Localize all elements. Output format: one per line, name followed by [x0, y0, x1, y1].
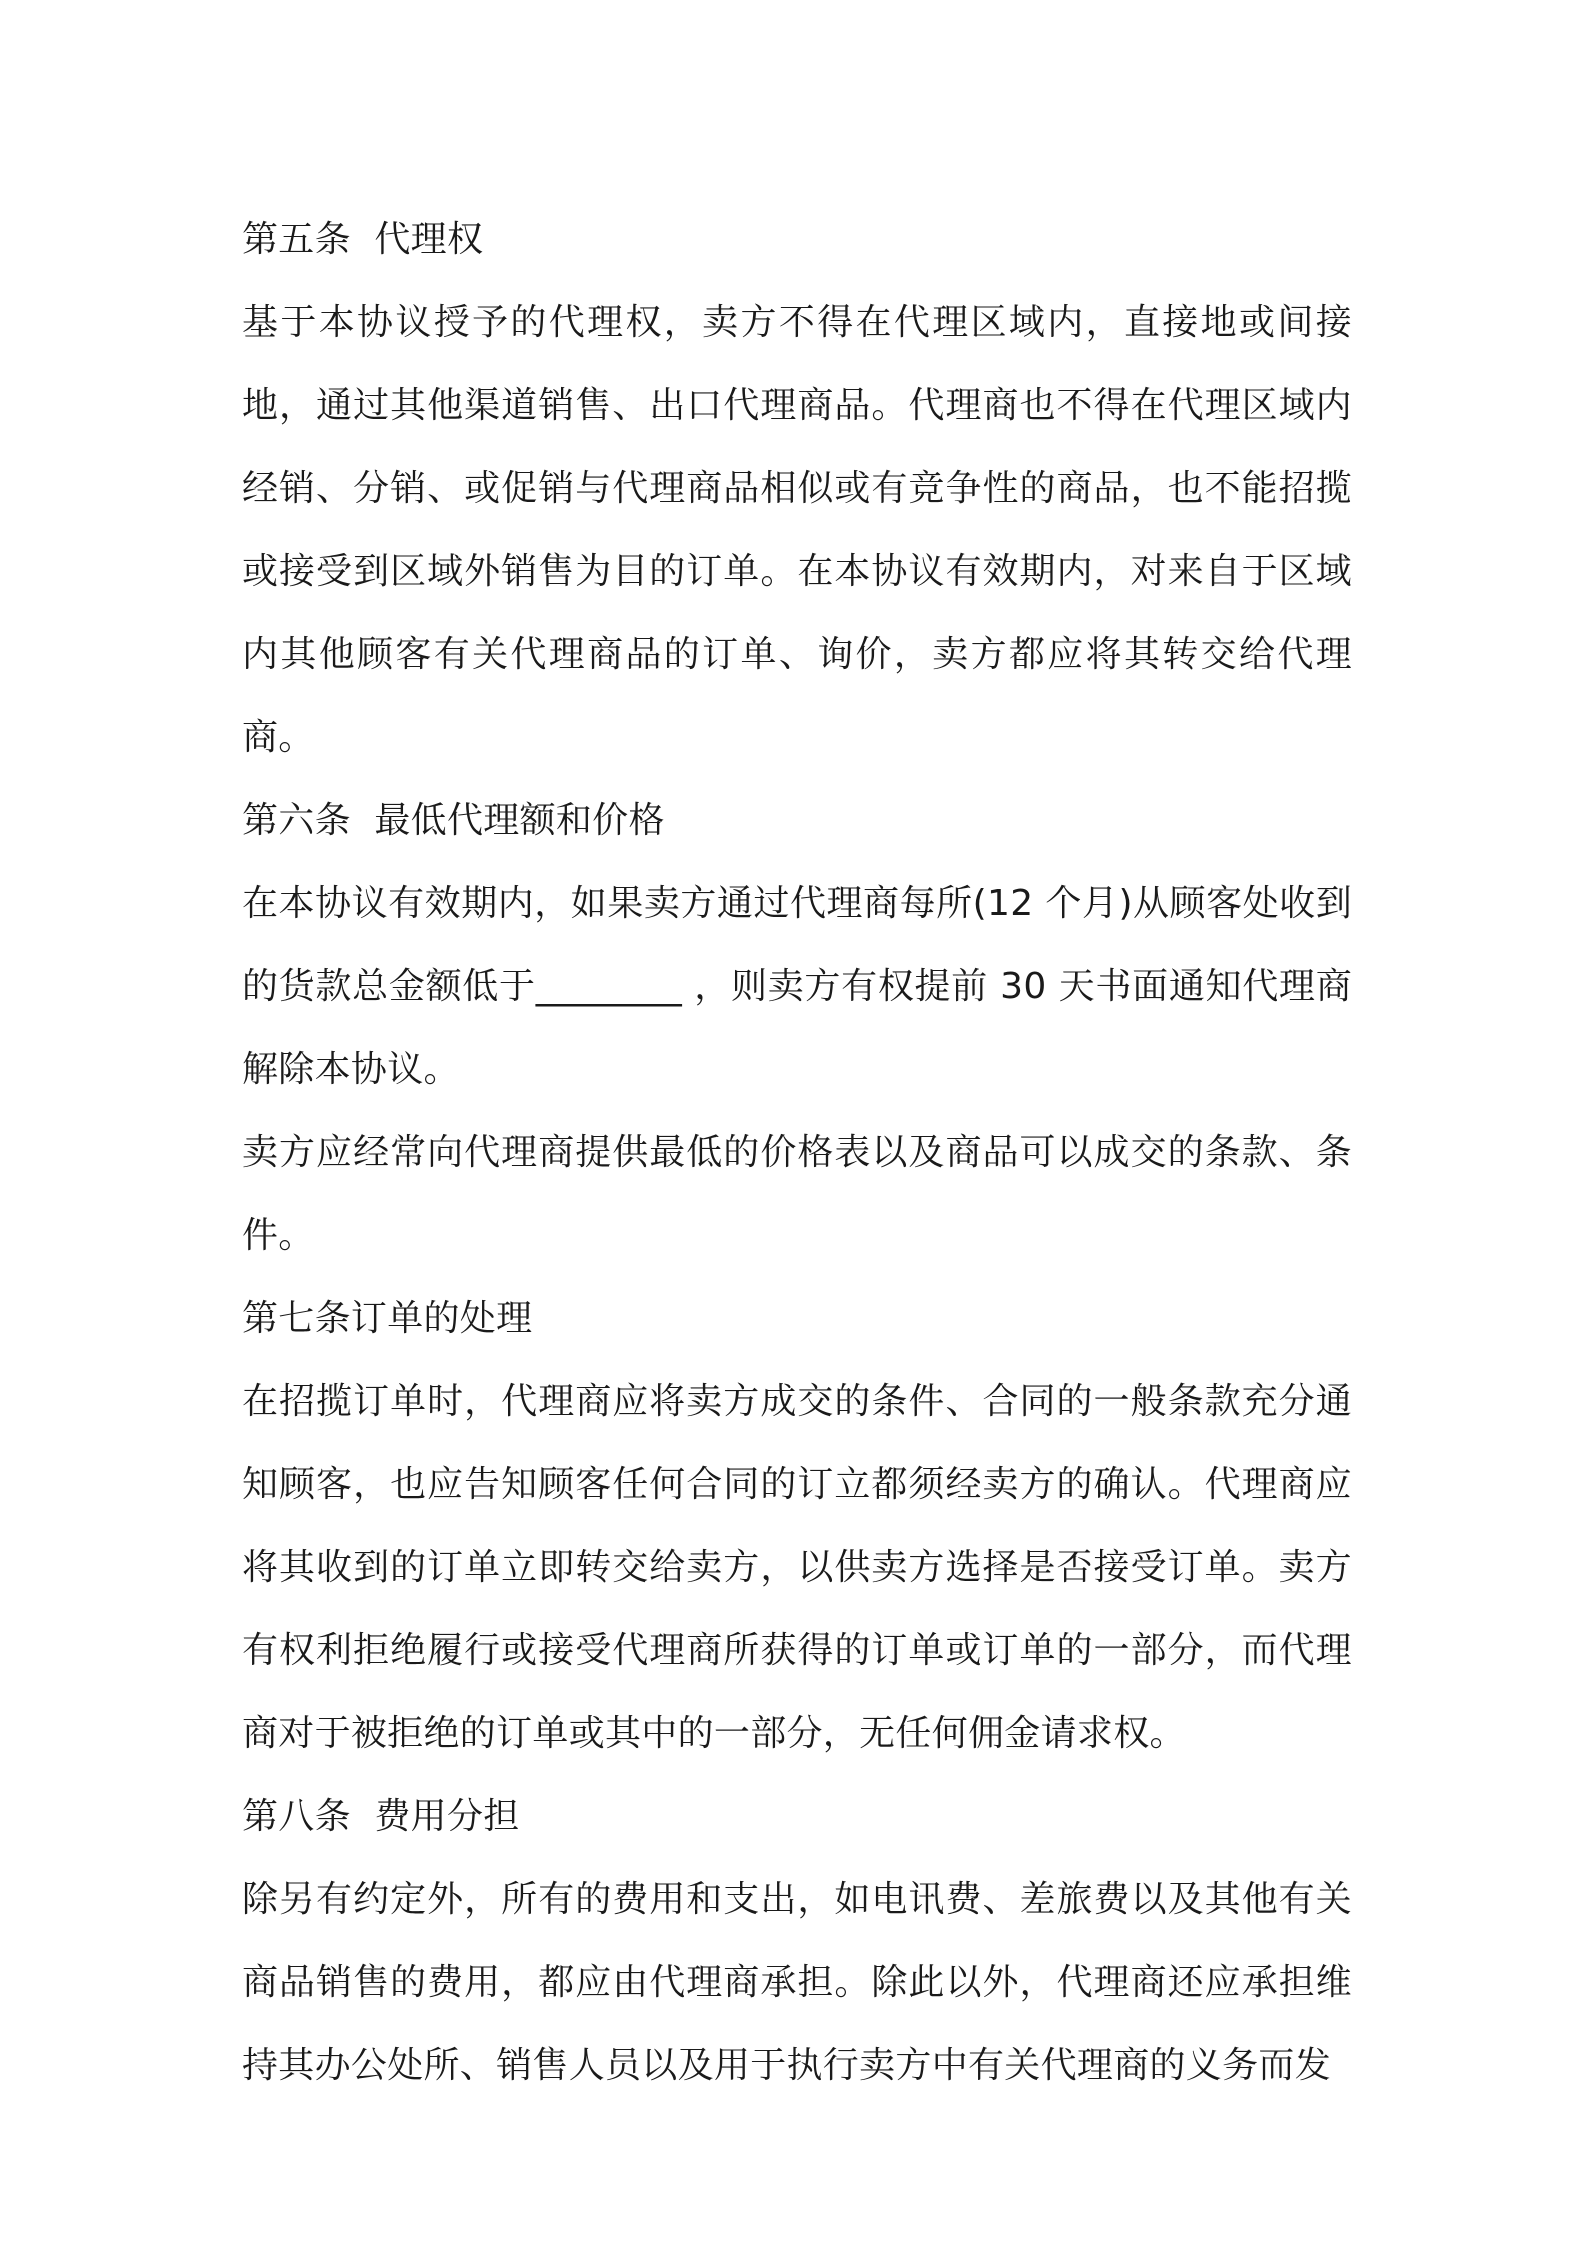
article-8-heading: 第八条 费用分担 — [242, 1796, 520, 1837]
article-8-body: 除另有约定外，所有的费用和支出，如电讯费、差旅费以及其他有关商品销售的费用，都应由代理商承担。除此以外，代理商还应承担维持其办公处所、销售人员以及用于执行卖方中有关代理商的义务而发 — [242, 1879, 1352, 2086]
article-5-heading: 第五条 代理权 — [242, 219, 484, 260]
article-5-body: 基于本协议授予的代理权，卖方不得在代理区域内，直接地或间接地，通过其他渠道销售、出口代理商品。代理商也不得在代理区域内经销、分销、或促销与代理商品相似或有竞争性的商品，也不能招揽或接受到区域外销售为目的订单。在本协议有效期内，对来自于区域内其他顾客有关代理商品的订单、询价，卖方都应将其转交给代理商。 — [242, 302, 1352, 758]
article-7-heading: 第七条订单的处理 — [242, 1298, 533, 1339]
article-6-body-2: 卖方应经常向代理商提供最低的价格表以及商品可以成交的条款、条件。 — [242, 1132, 1352, 1256]
document-body — [242, 198, 1352, 2107]
article-7-body: 在招揽订单时，代理商应将卖方成交的条件、合同的一般条款充分通知顾客，也应告知顾客任何合同的订立都须经卖方的确认。代理商应将其收到的订单立即转交给卖方，以供卖方选择是否接受订单。卖方有权利拒绝履行或接受代理商所获得的订单或订单的一部分，而代理商对于被拒绝的订单或其中的一部分，无任何佣金请求权。 — [242, 1381, 1352, 1754]
article-6-body-1: 在本协议有效期内，如果卖方通过代理商每所(12 个月)从顾客处收到的货款总金额低于________ ，则卖方有权提前 30 天书面通知代理商解除本协议。 — [242, 883, 1352, 1090]
article-6-heading: 第六条 最低代理额和价格 — [242, 800, 665, 841]
